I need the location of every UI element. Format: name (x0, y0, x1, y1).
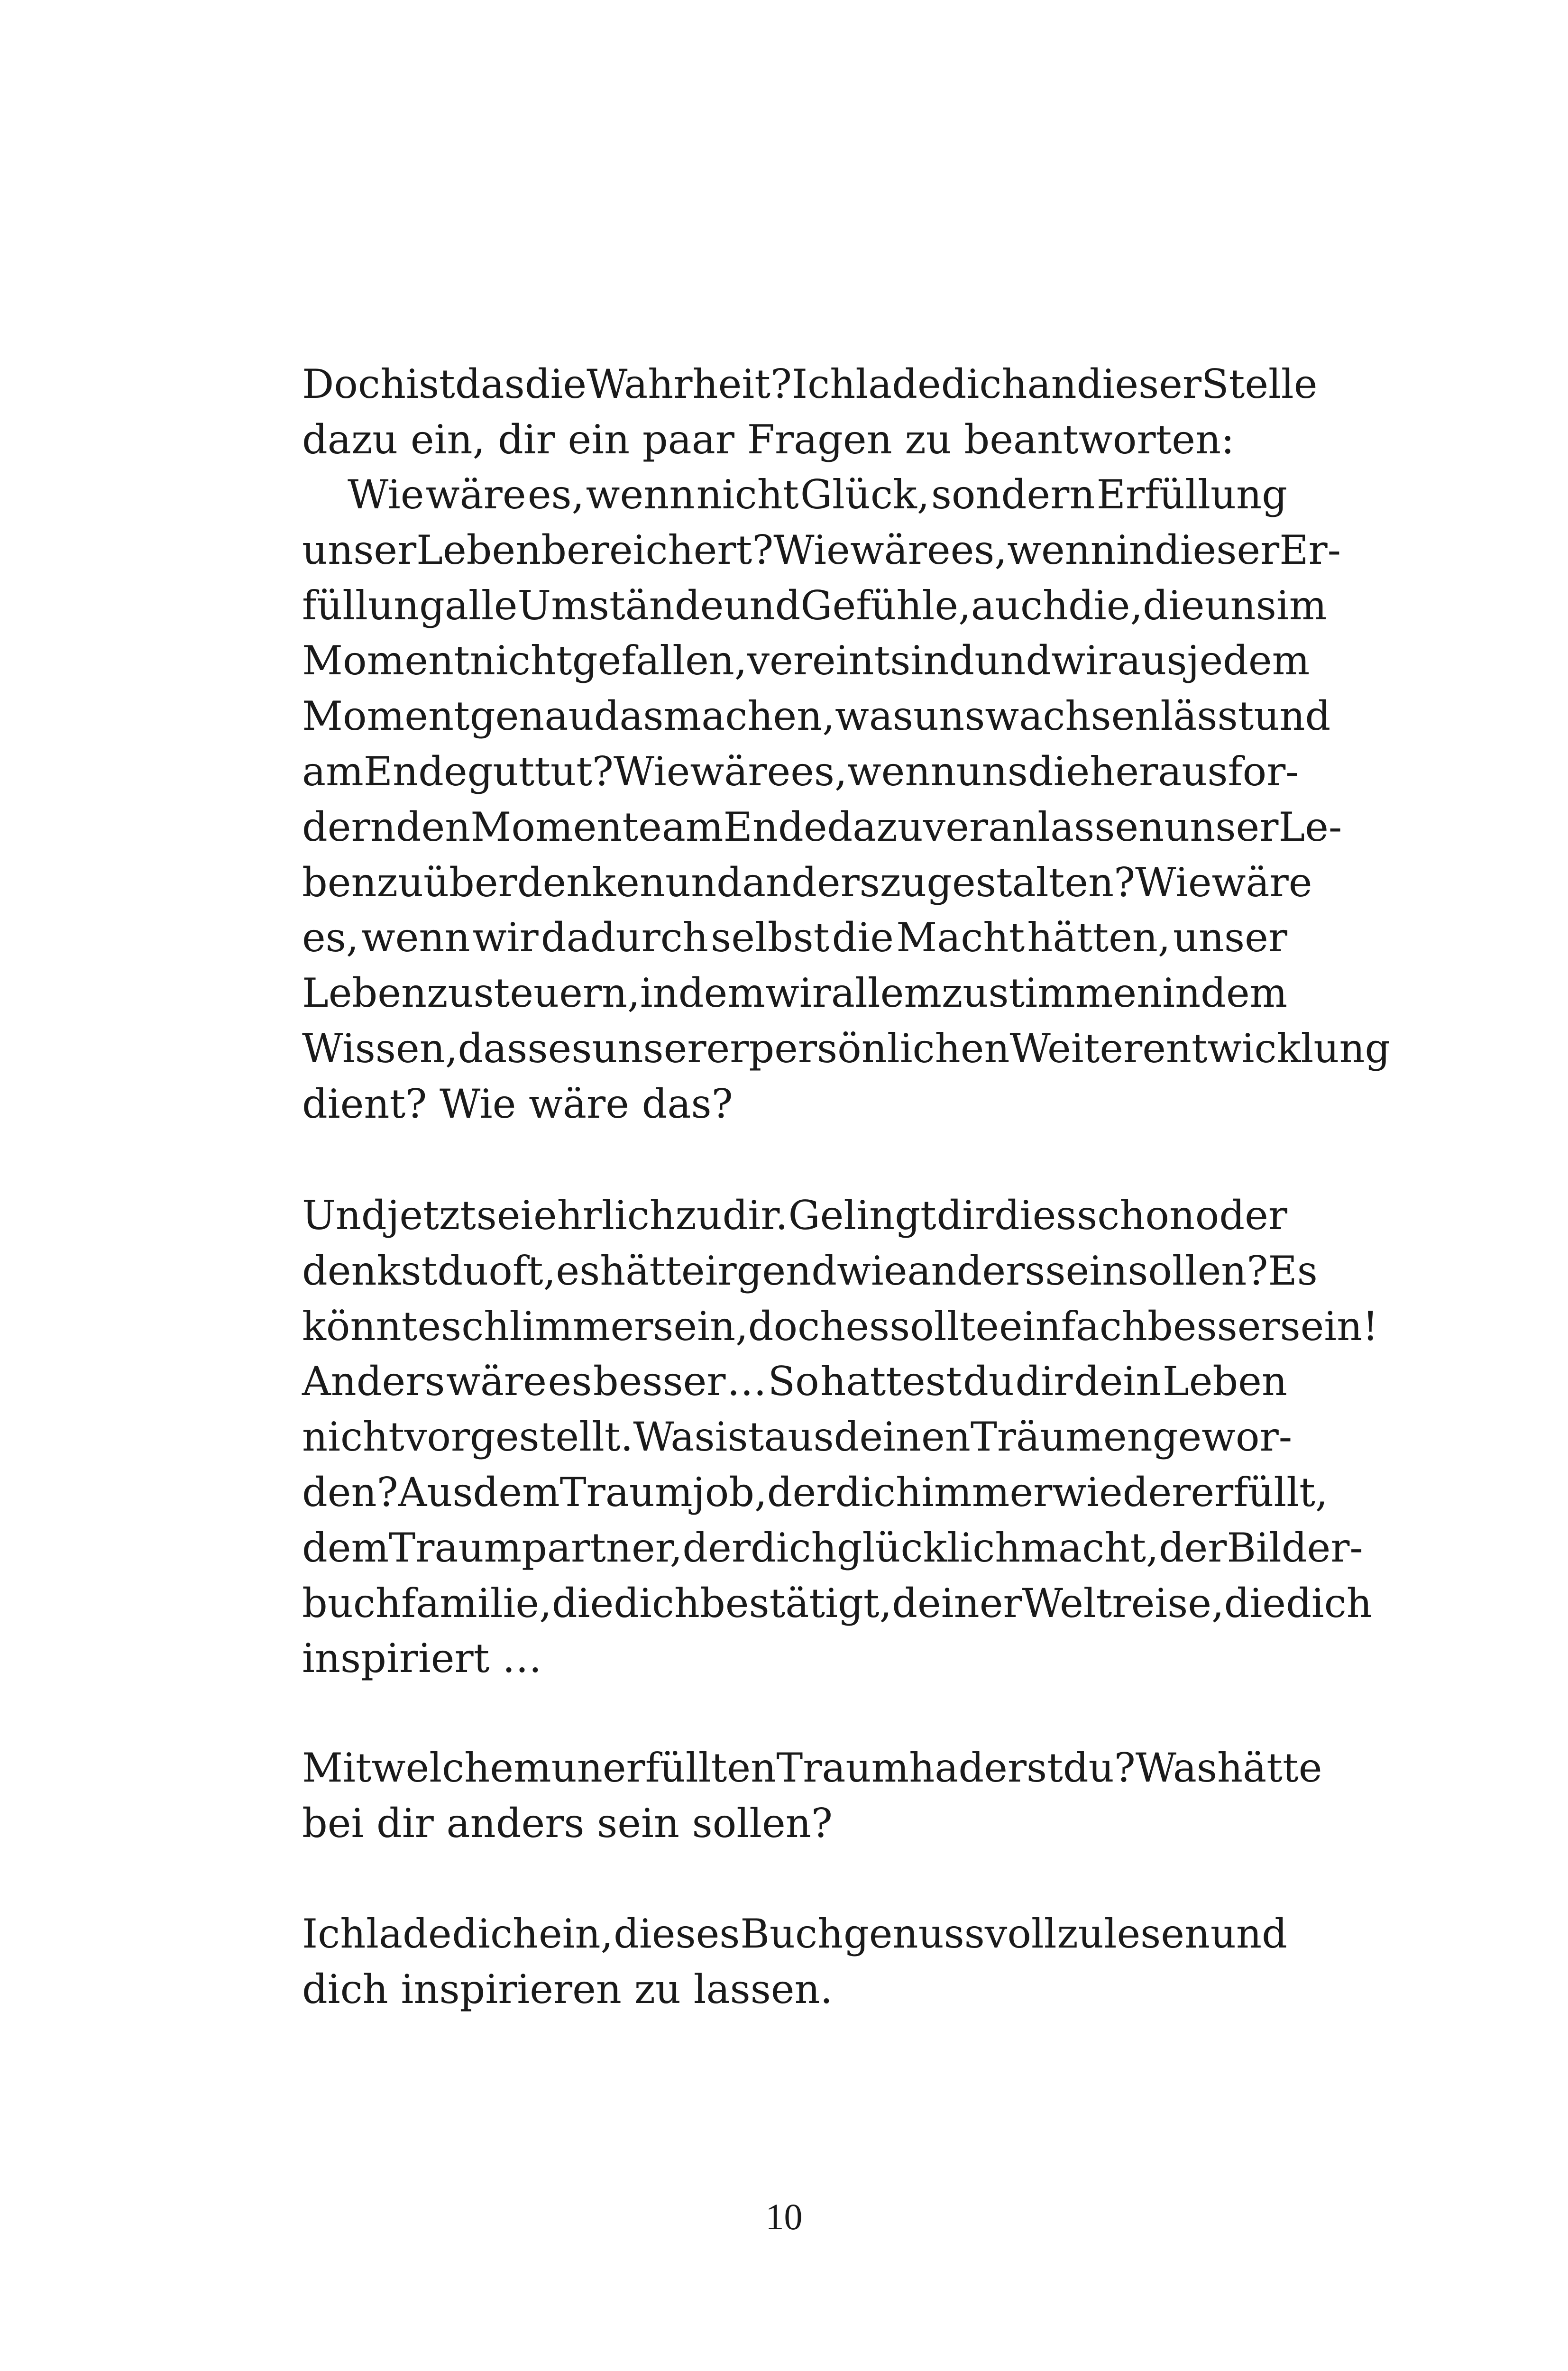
word: Leben (416, 526, 541, 573)
word: wenn (847, 748, 956, 795)
word: oder (1195, 1192, 1287, 1239)
word: Mit (302, 1745, 372, 1791)
word: jetzt (387, 1192, 476, 1239)
word: anders (742, 859, 880, 906)
word: die (1143, 582, 1205, 629)
word: die (1027, 748, 1090, 795)
word: und (974, 637, 1052, 684)
word: oft, (488, 1247, 556, 1294)
word: uns (913, 693, 985, 740)
text-line: dich inspirieren zu lassen. (302, 1966, 833, 2013)
text-line (302, 1299, 1379, 1354)
word: füllung (302, 582, 445, 629)
word: dich (452, 1911, 539, 1957)
word: es, (302, 914, 359, 961)
word: machen, (663, 693, 835, 740)
word: der (767, 1469, 835, 1516)
word: bereichert? (541, 526, 774, 573)
word: lade (366, 1911, 452, 1957)
word: dies (994, 1192, 1077, 1239)
word: deinen (834, 1414, 971, 1461)
word: es, (527, 471, 585, 518)
word: wenn (1007, 526, 1116, 573)
word: es (845, 1303, 890, 1350)
text-line (302, 744, 1299, 800)
word: dem (473, 1469, 560, 1516)
word: es (548, 1358, 592, 1405)
word: Stelle (1201, 361, 1318, 407)
word: genau (469, 693, 594, 740)
word: besser (1147, 1303, 1280, 1350)
word: Gefühle, (800, 582, 971, 629)
word: das (455, 361, 525, 407)
word: wäre (1211, 859, 1312, 906)
word: am (302, 748, 364, 795)
text-line: inspiriert … (302, 1635, 542, 1682)
word: einfach (999, 1303, 1147, 1350)
text-line (302, 1906, 1287, 1962)
word: wäre (425, 471, 526, 518)
word: vorgestellt. (404, 1414, 633, 1461)
word: dich (1286, 1580, 1372, 1627)
word: sollte (889, 1303, 999, 1350)
word: wir (1051, 637, 1118, 684)
word: du? (1063, 1745, 1136, 1791)
word: anders (907, 1247, 1045, 1294)
word: Traumjob, (559, 1469, 767, 1516)
paragraph-2 (302, 467, 1391, 1132)
word: Was (1135, 1745, 1218, 1791)
word: dich (614, 1580, 700, 1627)
word: könnte (302, 1303, 441, 1350)
word: sind (890, 637, 975, 684)
word: dir (1015, 1358, 1073, 1405)
word: … (727, 1358, 767, 1405)
word: die (524, 361, 587, 407)
word: Wahrheit? (587, 361, 792, 407)
word: vereint (747, 637, 890, 684)
text-line (302, 523, 1341, 578)
word: zu (675, 1192, 722, 1239)
word: sein! (1280, 1303, 1379, 1350)
word: hätte (600, 1247, 705, 1294)
word: persönlichen (749, 1025, 1010, 1072)
word: Aus (398, 1469, 473, 1516)
word: steuern, (473, 970, 640, 1017)
word: unser (302, 526, 417, 573)
word: haderst (909, 1745, 1063, 1791)
word: und (1210, 1911, 1287, 1957)
word: wenn (586, 471, 695, 518)
text-line (302, 1409, 1293, 1465)
word: nicht (696, 471, 799, 518)
word: dieser (1076, 361, 1202, 407)
text-line: dazu ein, dir ein paar Fragen zu beantworten: (302, 416, 1235, 463)
word: welchem (371, 1745, 551, 1791)
word: gewor- (1152, 1414, 1293, 1461)
word: Wie (348, 471, 424, 518)
word: dazu (827, 803, 923, 850)
word: zu (1057, 1911, 1104, 1957)
word: gefallen, (572, 637, 747, 684)
word: wäre (690, 748, 791, 795)
word: ehrlich (533, 1192, 675, 1239)
word: dieser (1154, 526, 1280, 573)
word: dich (751, 1524, 837, 1571)
word: zu (427, 970, 474, 1017)
word: besser (593, 1358, 726, 1405)
word: allem (831, 970, 942, 1017)
word: wenn (361, 914, 470, 961)
word: Le- (1278, 803, 1342, 850)
text-line (302, 1354, 1287, 1409)
text-line (302, 1740, 1322, 1796)
word: unser (1164, 803, 1279, 850)
word: der (682, 1524, 751, 1571)
word: Anders (302, 1358, 445, 1405)
text-line (302, 1243, 1318, 1299)
word: Weiterentwicklung (1009, 1025, 1391, 1072)
word: die (1224, 1580, 1286, 1627)
paragraph-5 (302, 1906, 1287, 2017)
word: Es (1268, 1247, 1318, 1294)
word: macht, (1020, 1524, 1159, 1571)
paragraph-1 (302, 357, 1318, 468)
word: Träumen (970, 1414, 1153, 1461)
word: bestätigt, (700, 1580, 892, 1627)
word: Was (633, 1414, 715, 1461)
text-line: dient? Wie wäre das? (302, 1080, 733, 1127)
word: dich (941, 361, 1027, 407)
word: hätte (1217, 1745, 1322, 1791)
word: an (1027, 361, 1077, 407)
word: hätten, (1027, 914, 1171, 961)
word: aus (1117, 637, 1187, 684)
word: dieses (614, 1911, 740, 1957)
word: Wie (773, 526, 850, 573)
word: die, (1068, 582, 1143, 629)
word: Ende (723, 803, 827, 850)
word: So (768, 1358, 819, 1405)
word: immer (921, 1469, 1053, 1516)
word: die (551, 1580, 614, 1627)
word: sein (1045, 1247, 1128, 1294)
word: uns (1204, 582, 1276, 629)
paragraph-3 (302, 1188, 1379, 1686)
text-line (302, 357, 1318, 412)
word: gestalten? (926, 859, 1136, 906)
word: schon (1077, 1192, 1195, 1239)
word: erfüllt, (1191, 1469, 1328, 1516)
word: dadurch (541, 914, 708, 961)
word: irgendwie (705, 1247, 908, 1294)
word: Er- (1279, 526, 1341, 573)
word: Gelingt (788, 1192, 936, 1239)
page-number: 10 (765, 2196, 803, 2237)
word: glücklich (836, 1524, 1021, 1571)
word: ist (406, 361, 455, 407)
word: Glück, (800, 471, 930, 518)
word: und (665, 859, 742, 906)
word: lade (855, 361, 941, 407)
word: unserer (592, 1025, 749, 1072)
word: veranlassen (923, 803, 1165, 850)
word: dem (1201, 970, 1288, 1017)
word: Traumpartner, (389, 1524, 683, 1571)
word: am (661, 803, 724, 850)
word: uns (956, 748, 1028, 795)
word: die (832, 914, 894, 961)
text-line (302, 689, 1331, 744)
text-line (302, 633, 1310, 689)
word: Ich (791, 361, 856, 407)
word: du (963, 1358, 1014, 1405)
text-line (302, 910, 1287, 965)
word: ein, (538, 1911, 614, 1957)
word: Wie (613, 748, 690, 795)
word: Traum (776, 1745, 909, 1791)
word: in (1162, 970, 1201, 1017)
word: Moment (302, 637, 470, 684)
word: zu (376, 859, 423, 906)
word: dir. (722, 1192, 788, 1239)
word: nicht (469, 637, 572, 684)
word: lässt (1160, 693, 1254, 740)
text-line (302, 965, 1287, 1021)
word: dem (302, 1524, 389, 1571)
word: dass (458, 1025, 548, 1072)
word: Erfüllung (1096, 471, 1287, 518)
word: herausfor- (1090, 748, 1299, 795)
word: deiner (892, 1580, 1022, 1627)
word: Ich (302, 1911, 366, 1957)
word: es (556, 1247, 600, 1294)
text-line (302, 800, 1342, 855)
word: Weltreise, (1022, 1580, 1224, 1627)
word: zustimmen (942, 970, 1163, 1017)
word: denkst (302, 1247, 438, 1294)
text-line (302, 578, 1327, 634)
word: ben (302, 859, 377, 906)
paragraph-4 (302, 1740, 1322, 1851)
word: hattest (820, 1358, 962, 1405)
text-line (302, 855, 1312, 910)
word: wieder (1052, 1469, 1191, 1516)
word: aus (764, 1414, 834, 1461)
word: Momente (470, 803, 662, 850)
word: Und (302, 1192, 387, 1239)
word: in (1116, 526, 1155, 573)
word: sein, (653, 1303, 748, 1350)
word: sollen? (1128, 1247, 1268, 1294)
word: genussvoll (843, 1911, 1057, 1957)
word: wäre (446, 1358, 547, 1405)
word: nicht (302, 1414, 404, 1461)
word: Moment (302, 693, 470, 740)
word: Ende (363, 748, 468, 795)
word: es, (950, 526, 1008, 573)
word: unser (1173, 914, 1287, 961)
word: dich (835, 1469, 922, 1516)
word: guttut? (467, 748, 614, 795)
word: ist (715, 1414, 764, 1461)
text-line (302, 1465, 1328, 1520)
word: dernden (302, 803, 471, 850)
word: wäre (850, 526, 951, 573)
word: doch (748, 1303, 846, 1350)
word: Leben (302, 970, 427, 1017)
word: jedem (1187, 637, 1310, 684)
word: buchfamilie, (302, 1580, 552, 1627)
text-line (302, 467, 1287, 523)
word: dir (936, 1192, 994, 1239)
word: sei (476, 1192, 533, 1239)
word: was (834, 693, 914, 740)
word: Doch (302, 361, 406, 407)
text-line (302, 1576, 1372, 1631)
word: wir (765, 970, 831, 1017)
word: selbst (711, 914, 830, 961)
word: Umstände (517, 582, 724, 629)
word: du (437, 1247, 489, 1294)
text-line (302, 1520, 1363, 1576)
word: sondern (931, 471, 1095, 518)
word: Wissen, (302, 1025, 458, 1072)
word: zu (880, 859, 927, 906)
word: es, (790, 748, 847, 795)
word: schlimmer (441, 1303, 653, 1350)
word: Bilder- (1227, 1524, 1363, 1571)
word: dein (1073, 1358, 1162, 1405)
word: Wie (1135, 859, 1212, 906)
text-line: bei dir anders sein sollen? (302, 1800, 833, 1847)
text-line (302, 1021, 1391, 1076)
word: und (724, 582, 801, 629)
word: den? (302, 1469, 398, 1516)
text-line (302, 1188, 1287, 1243)
word: auch (971, 582, 1069, 629)
word: lesen (1104, 1911, 1210, 1957)
word: Leben (1162, 1358, 1287, 1405)
word: im (1276, 582, 1327, 629)
word: es (548, 1025, 592, 1072)
word: indem (640, 970, 765, 1017)
word: wachsen (985, 693, 1161, 740)
word: der (1158, 1524, 1227, 1571)
word: unerfüllten (551, 1745, 777, 1791)
word: alle (444, 582, 518, 629)
word: wir (472, 914, 539, 961)
word: Macht (896, 914, 1025, 961)
word: Buch (740, 1911, 844, 1957)
word: überdenken (423, 859, 665, 906)
word: und (1254, 693, 1331, 740)
word: das (594, 693, 664, 740)
